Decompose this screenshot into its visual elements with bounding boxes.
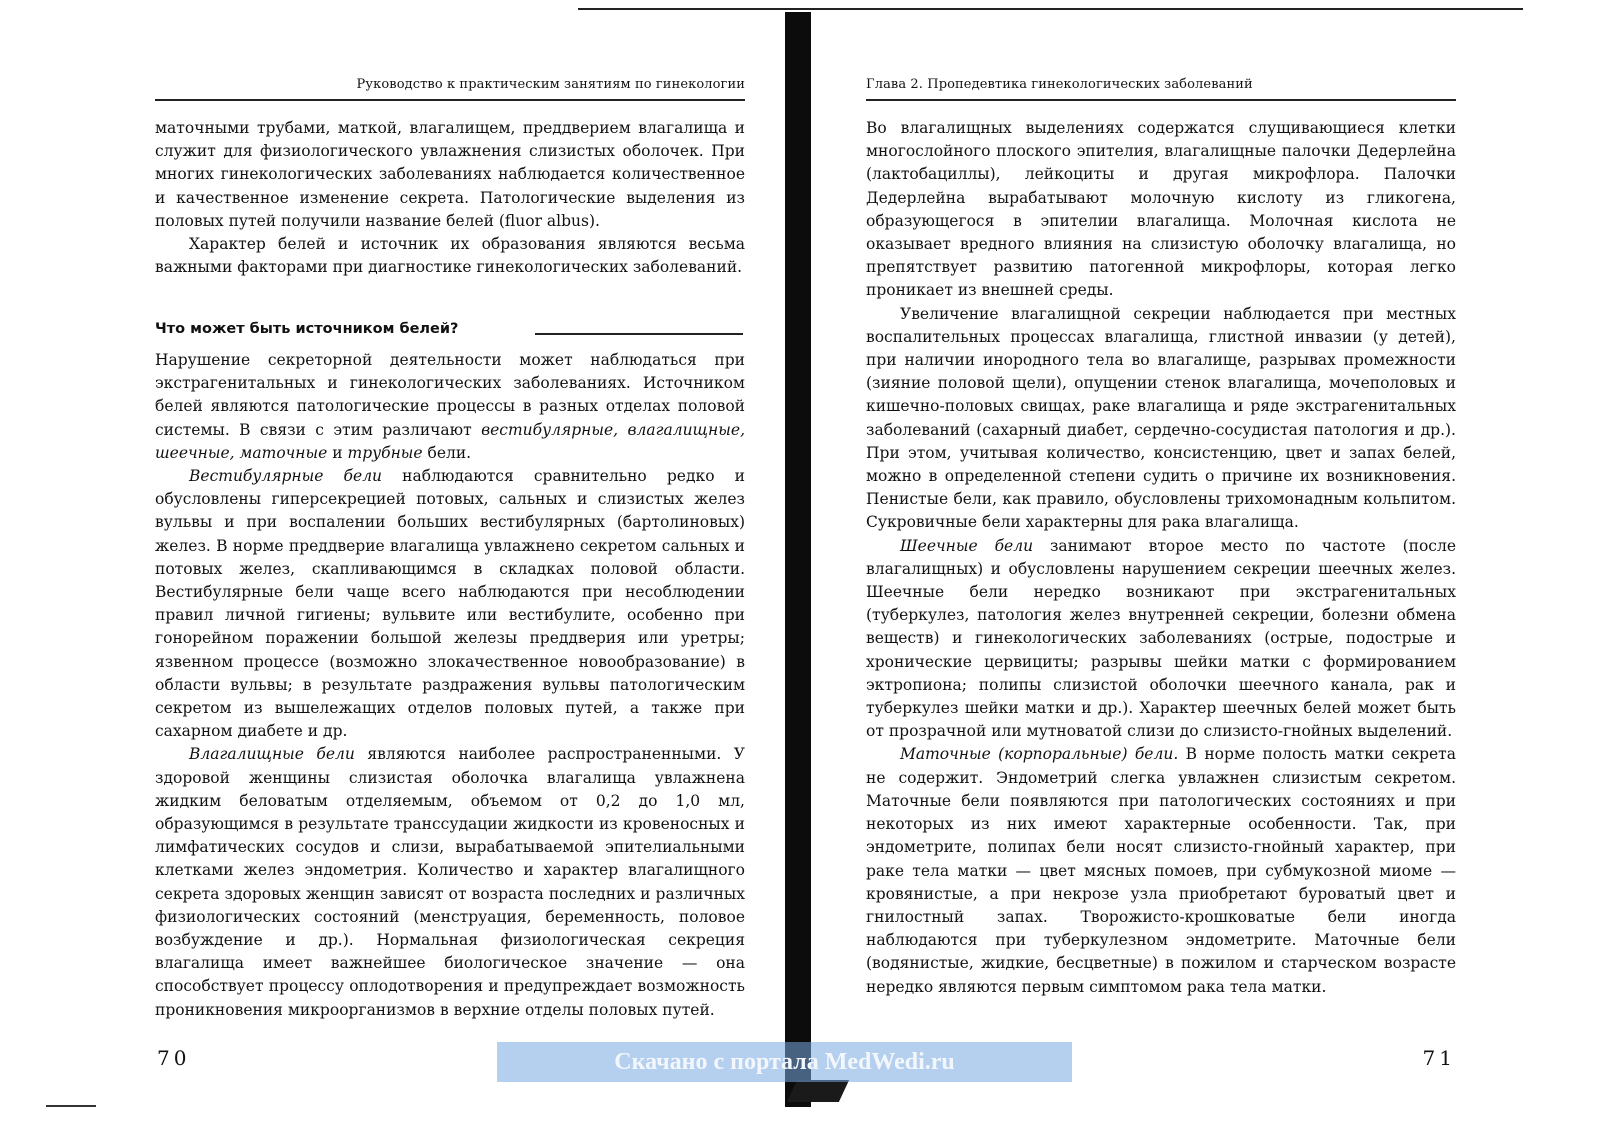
term-italic: Влагалищные бели — [189, 745, 355, 764]
section-heading-text: Что может быть источником белей? — [155, 321, 459, 337]
paragraph — [866, 743, 1456, 998]
paragraph — [155, 743, 745, 1021]
right-page — [866, 0, 1456, 1131]
section-heading — [155, 321, 745, 345]
text-run: В норме полость матки секрета не содержит. Эндометрий слегка увлажнен слизистым секретом. Маточные бели появляются при патологических состояниях и при некоторых из них имеют характерные особенности. Так, при эндометрите, полипах бели носят слизисто-гнойный характер, при раке тела матки — цвет мясных помоев, при субмукозной миоме — кровянистые, а при некрозе узла приобретают буроватый цвет и гнилостный запах. Творожисто-крошковатые бели иногда наблюдаются при туберкулезном эндометрите. Маточные бели (водянистые, жидкие, бесцветные) в пожилом и старческом возрасте нередко являются первым симптомом рака тела матки. — [866, 745, 1457, 996]
left-page — [155, 0, 745, 1131]
paragraph — [155, 465, 745, 743]
right-body-text — [866, 117, 1456, 999]
paragraph: Характер белей и источник их образования являются весьма важными факторами при диагностике гинекологических заболеваний. — [155, 235, 745, 277]
paragraph — [866, 535, 1456, 744]
term-italic: трубные — [347, 443, 423, 462]
paragraph: Увеличение влагалищной секреции наблюдается при местных воспалительных процессах влагалища, глистной инвазии (у детей), при наличии инородного тела во влагалище, разрывах промежности (зияние половой щели), опущении стенок влагалища, мочеполовых и кишечно-половых свищах, раке влагалища и ряде экстрагенитальных заболеваний (сахарный диабет, сердечно-сосудистая патология и др.). При этом, учитывая количество, консистенцию, цвет и запах белей, можно в определенной степени судить о причине их возникновения. Пенистые бели, как правило, обусловлены трихомонадным кольпитом. Сукровичные бели характерны для рака влагалища. — [866, 304, 1456, 532]
text-run: Нарушение секреторной деятельности может наблюдаться при экстрагенитальных и гинекологических заболеваниях. Источником белей являются патологические процессы в разных отделах половой системы. В связи с этим различают — [155, 351, 745, 439]
text-run: и — [327, 443, 348, 462]
scan-corner-mark — [46, 1105, 96, 1107]
term-italic: вестибулярные, влагалищные, шеечные, маточные — [155, 420, 745, 462]
paragraph: Во влагалищных выделениях содержатся слущивающиеся клетки многослойного плоского эпителия, влагалищные палочки Дедерлейна (лактобациллы), лейкоциты и другая микрофлора. Палочки Дедерлейна вырабатывают молочную кислоту из гликогена, образующегося в эпителии влагалища. Молочная кислота не оказывает вредного влияния на слизистую оболочку влагалища, но препятствует развитию патогенной микрофлоры, которая легко проникает из внешней среды. — [866, 119, 1456, 300]
download-watermark: Скачано с портала MedWedi.ru — [497, 1042, 1072, 1082]
left-section-text — [155, 349, 745, 1022]
heading-rule — [535, 333, 743, 335]
left-running-head: Руководство к практическим занятиям по гинекологии — [155, 77, 745, 101]
scan-artifact — [787, 1080, 849, 1102]
text-run: занимают второе место по частоте (после влагалищных) и обусловлены нарушением секреции шеечных желез. Шеечные бели нередко возникают при экстрагенитальных (туберкулез, патология желез внутренней секреции, болезни обмена веществ) и гинекологических заболеваниях (острые, подострые и хронические цервициты; разрывы шейки матки с формированием эктропиона; полипы слизистой оболочки шеечного канала, рак и туберкулез шейки матки и др.). Характер шеечных белей может быть от прозрачной или мутноватой слизи до слизисто-гнойных выделений. — [866, 536, 1457, 741]
term-italic: Шеечные бели — [900, 536, 1034, 555]
term-italic: Маточные (корпоральные) бели. — [900, 745, 1179, 764]
text-run: наблюдаются сравнительно редко и обусловлены гиперсекрецией потовых, сальных и слизистых желез вульвы и при воспалении больших вестибулярных (бартолиновых) желез. В норме преддверие влагалища увлажнено секретом сальных и потовых желез, скапливающимся в складках половой области. Вестибулярные бели чаще всего наблюдаются при несоблюдении правил личной гигиены; вульвите или вестибулите, особенно при гонорейном поражении большой железы преддверия или уретры; язвенном процессе (возможно злокачественное новообразование) в области вульвы; в результате раздражения вульвы патологическим секретом из вышележащих отделов половых путей, а также при сахарном диабете и др. — [155, 467, 745, 741]
paragraph — [155, 349, 745, 465]
text-run: бели. — [422, 443, 472, 462]
book-gutter-shadow — [785, 12, 811, 1107]
page-number-right: 71 — [1422, 1046, 1456, 1070]
term-italic: Вестибулярные бели — [189, 467, 383, 486]
page-number-left: 70 — [157, 1046, 191, 1070]
left-intro-text — [155, 117, 745, 279]
paragraph: маточными трубами, маткой, влагалищем, преддверием влагалища и служит для физиологического увлажнения слизистых оболочек. При многих гинекологических заболеваниях наблюдается количественное и качественное изменение секрета. Патологические выделения из половых путей получили название белей (fluor albus). — [155, 119, 745, 230]
text-run: являются наиболее распространенными. У здоровой женщины слизистая оболочка влагалища увлажнена жидким беловатым отделяемым, объемом от 0,2 до 1,0 мл, образующимся в результате транссудации жидкости из кровеносных и лимфатических сосудов и слизи, вырабатываемой эпителиальными клетками желез эндометрия. Количество и характер влагалищного секрета здоровых женщин зависят от возраста последних и различных физиологических состояний (менструация, беременность, половое возбуждение и др.). Нормальная физиологическая секреция влагалища имеет важнейшее биологическое значение — она способствует процессу оплодотворения и предупреждает возможность проникновения микроорганизмов в верхние отделы половых путей. — [155, 745, 745, 1019]
right-running-head: Глава 2. Пропедевтика гинекологических заболеваний — [866, 77, 1456, 101]
